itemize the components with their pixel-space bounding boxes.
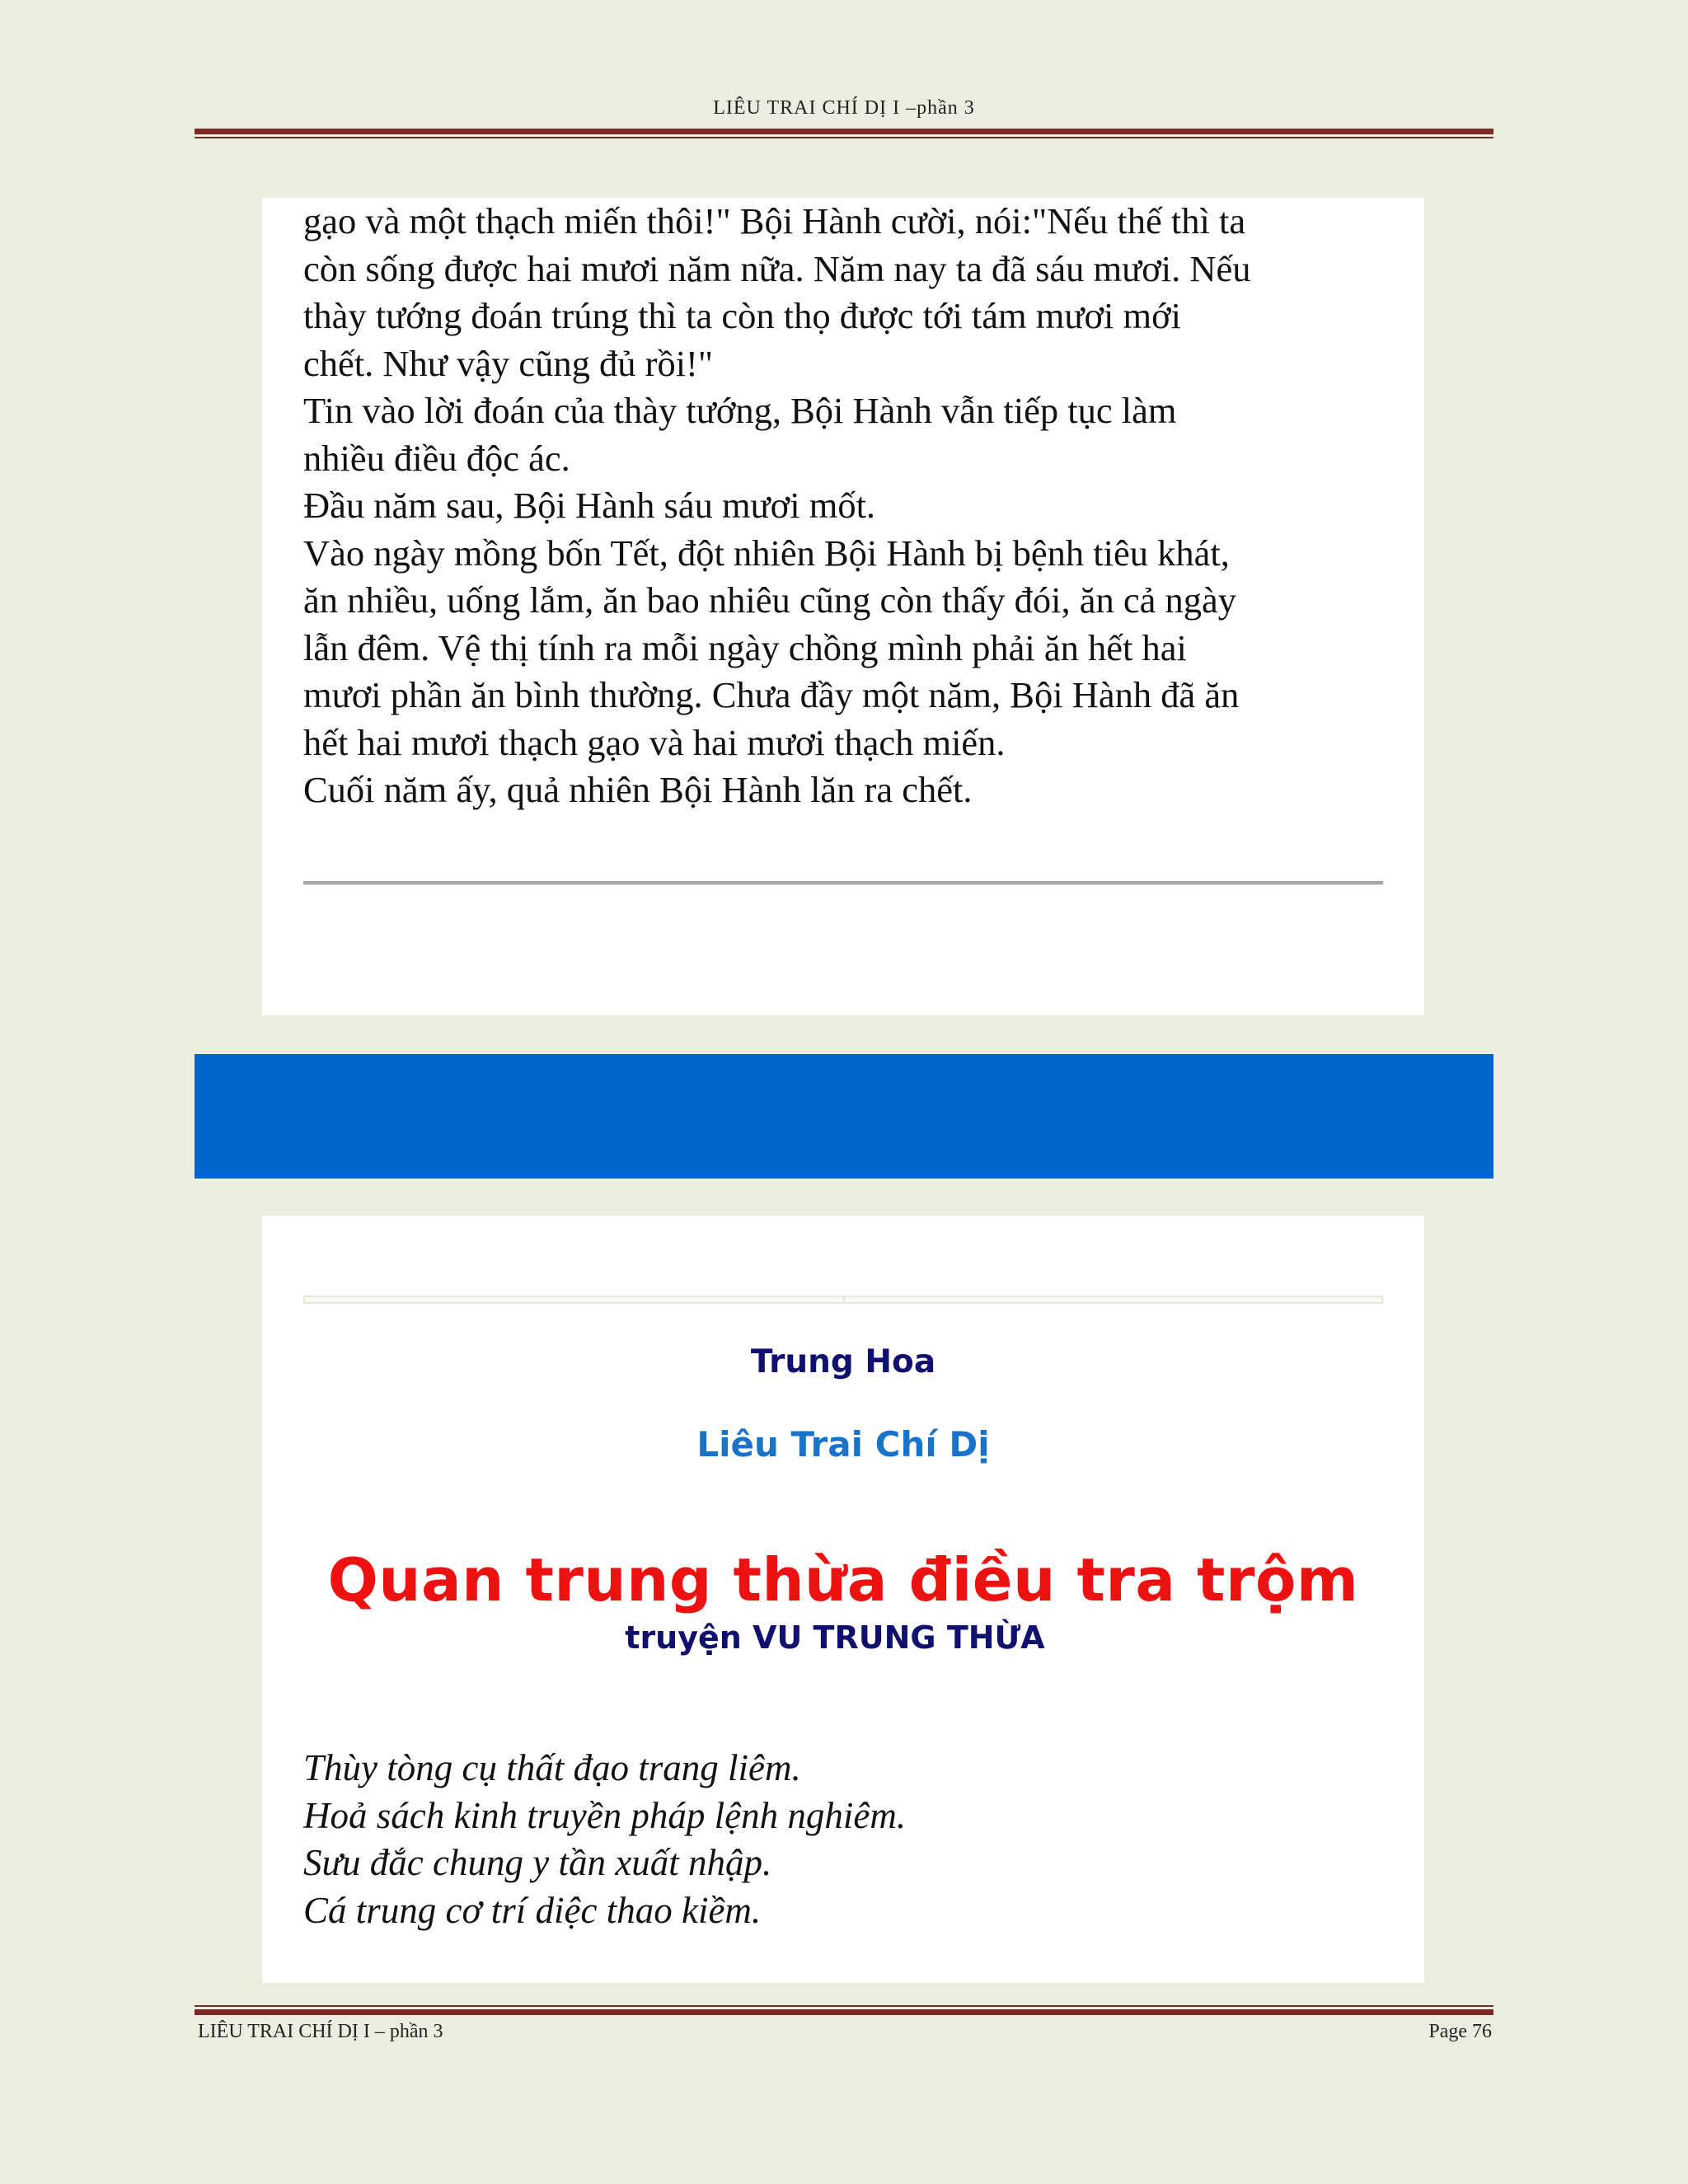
opening-poem xyxy=(303,1745,906,1934)
story-line: ăn nhiều, uống lắm, ăn bao nhiêu cũng còn thấy đói, ăn cả ngày xyxy=(303,579,1236,621)
section-divider xyxy=(303,881,1383,885)
story-line: lẫn đêm. Vệ thị tính ra mỗi ngày chồng mình phải ăn hết hai xyxy=(303,626,1187,668)
next-story-panel xyxy=(262,1216,1424,1983)
footer-title: LIÊU TRAI CHÍ DỊ I – phần 3 xyxy=(198,2021,443,2042)
story-text xyxy=(303,198,1408,814)
book-heading: Liêu Trai Chí Dị xyxy=(696,1424,990,1465)
story-line: thày tướng đoán trúng thì ta còn thọ được tới tám mươi mới xyxy=(303,295,1182,336)
story-line: Đầu năm sau, Bội Hành sáu mươi mốt. xyxy=(303,485,876,526)
story-line: nhiều điều độc ác. xyxy=(303,437,570,479)
poem-line: Sưu đắc chung y tần xuất nhập. xyxy=(303,1842,772,1883)
running-header: LIÊU TRAI CHÍ DỊ I –phần 3 xyxy=(713,97,975,119)
story-line: hết hai mươi thạch gạo và hai mươi thạch miến. xyxy=(303,721,1006,763)
story-line: mươi phần ăn bình thường. Chưa đầy một năm, Bội Hành đã ăn xyxy=(303,674,1240,715)
footer-rule xyxy=(195,2005,1493,2015)
header-rule xyxy=(195,129,1493,138)
story-title: Quan trung thừa điều tra trộm xyxy=(327,1545,1359,1615)
poem-line: Hoả sách kinh truyền pháp lệnh nghiêm. xyxy=(303,1794,907,1836)
story-subtitle: truyện VU TRUNG THỪA xyxy=(625,1619,1045,1656)
story-line: Tin vào lời đoán của thày tướng, Bội Hành vẫn tiếp tục làm xyxy=(303,390,1177,431)
poem-line: Thùy tòng cụ thất đạo trang liêm. xyxy=(303,1747,801,1788)
page-number: Page 76 xyxy=(1428,2021,1492,2042)
story-line: còn sống được hai mươi năm nữa. Năm nay ta đã sáu mươi. Nếu xyxy=(303,247,1251,289)
story-line: gạo và một thạch miến thôi!" Bội Hành cười, nói:"Nếu thế thì ta xyxy=(303,200,1246,241)
blue-separator-band xyxy=(195,1054,1493,1179)
country-heading: Trung Hoa xyxy=(750,1343,936,1380)
story-panel-end xyxy=(262,198,1424,1015)
story-line: Cuối năm ấy, quả nhiên Bội Hành lăn ra chết. xyxy=(303,769,973,810)
story-line: chết. Như vậy cũng đủ rồi!" xyxy=(303,342,714,384)
poem-line: Cá trung cơ trí diệc thao kiềm. xyxy=(303,1889,762,1931)
story-line: Vào ngày mồng bốn Tết, đột nhiên Bội Hành bị bệnh tiêu khát, xyxy=(303,532,1230,574)
decorative-rule xyxy=(303,1296,1383,1304)
